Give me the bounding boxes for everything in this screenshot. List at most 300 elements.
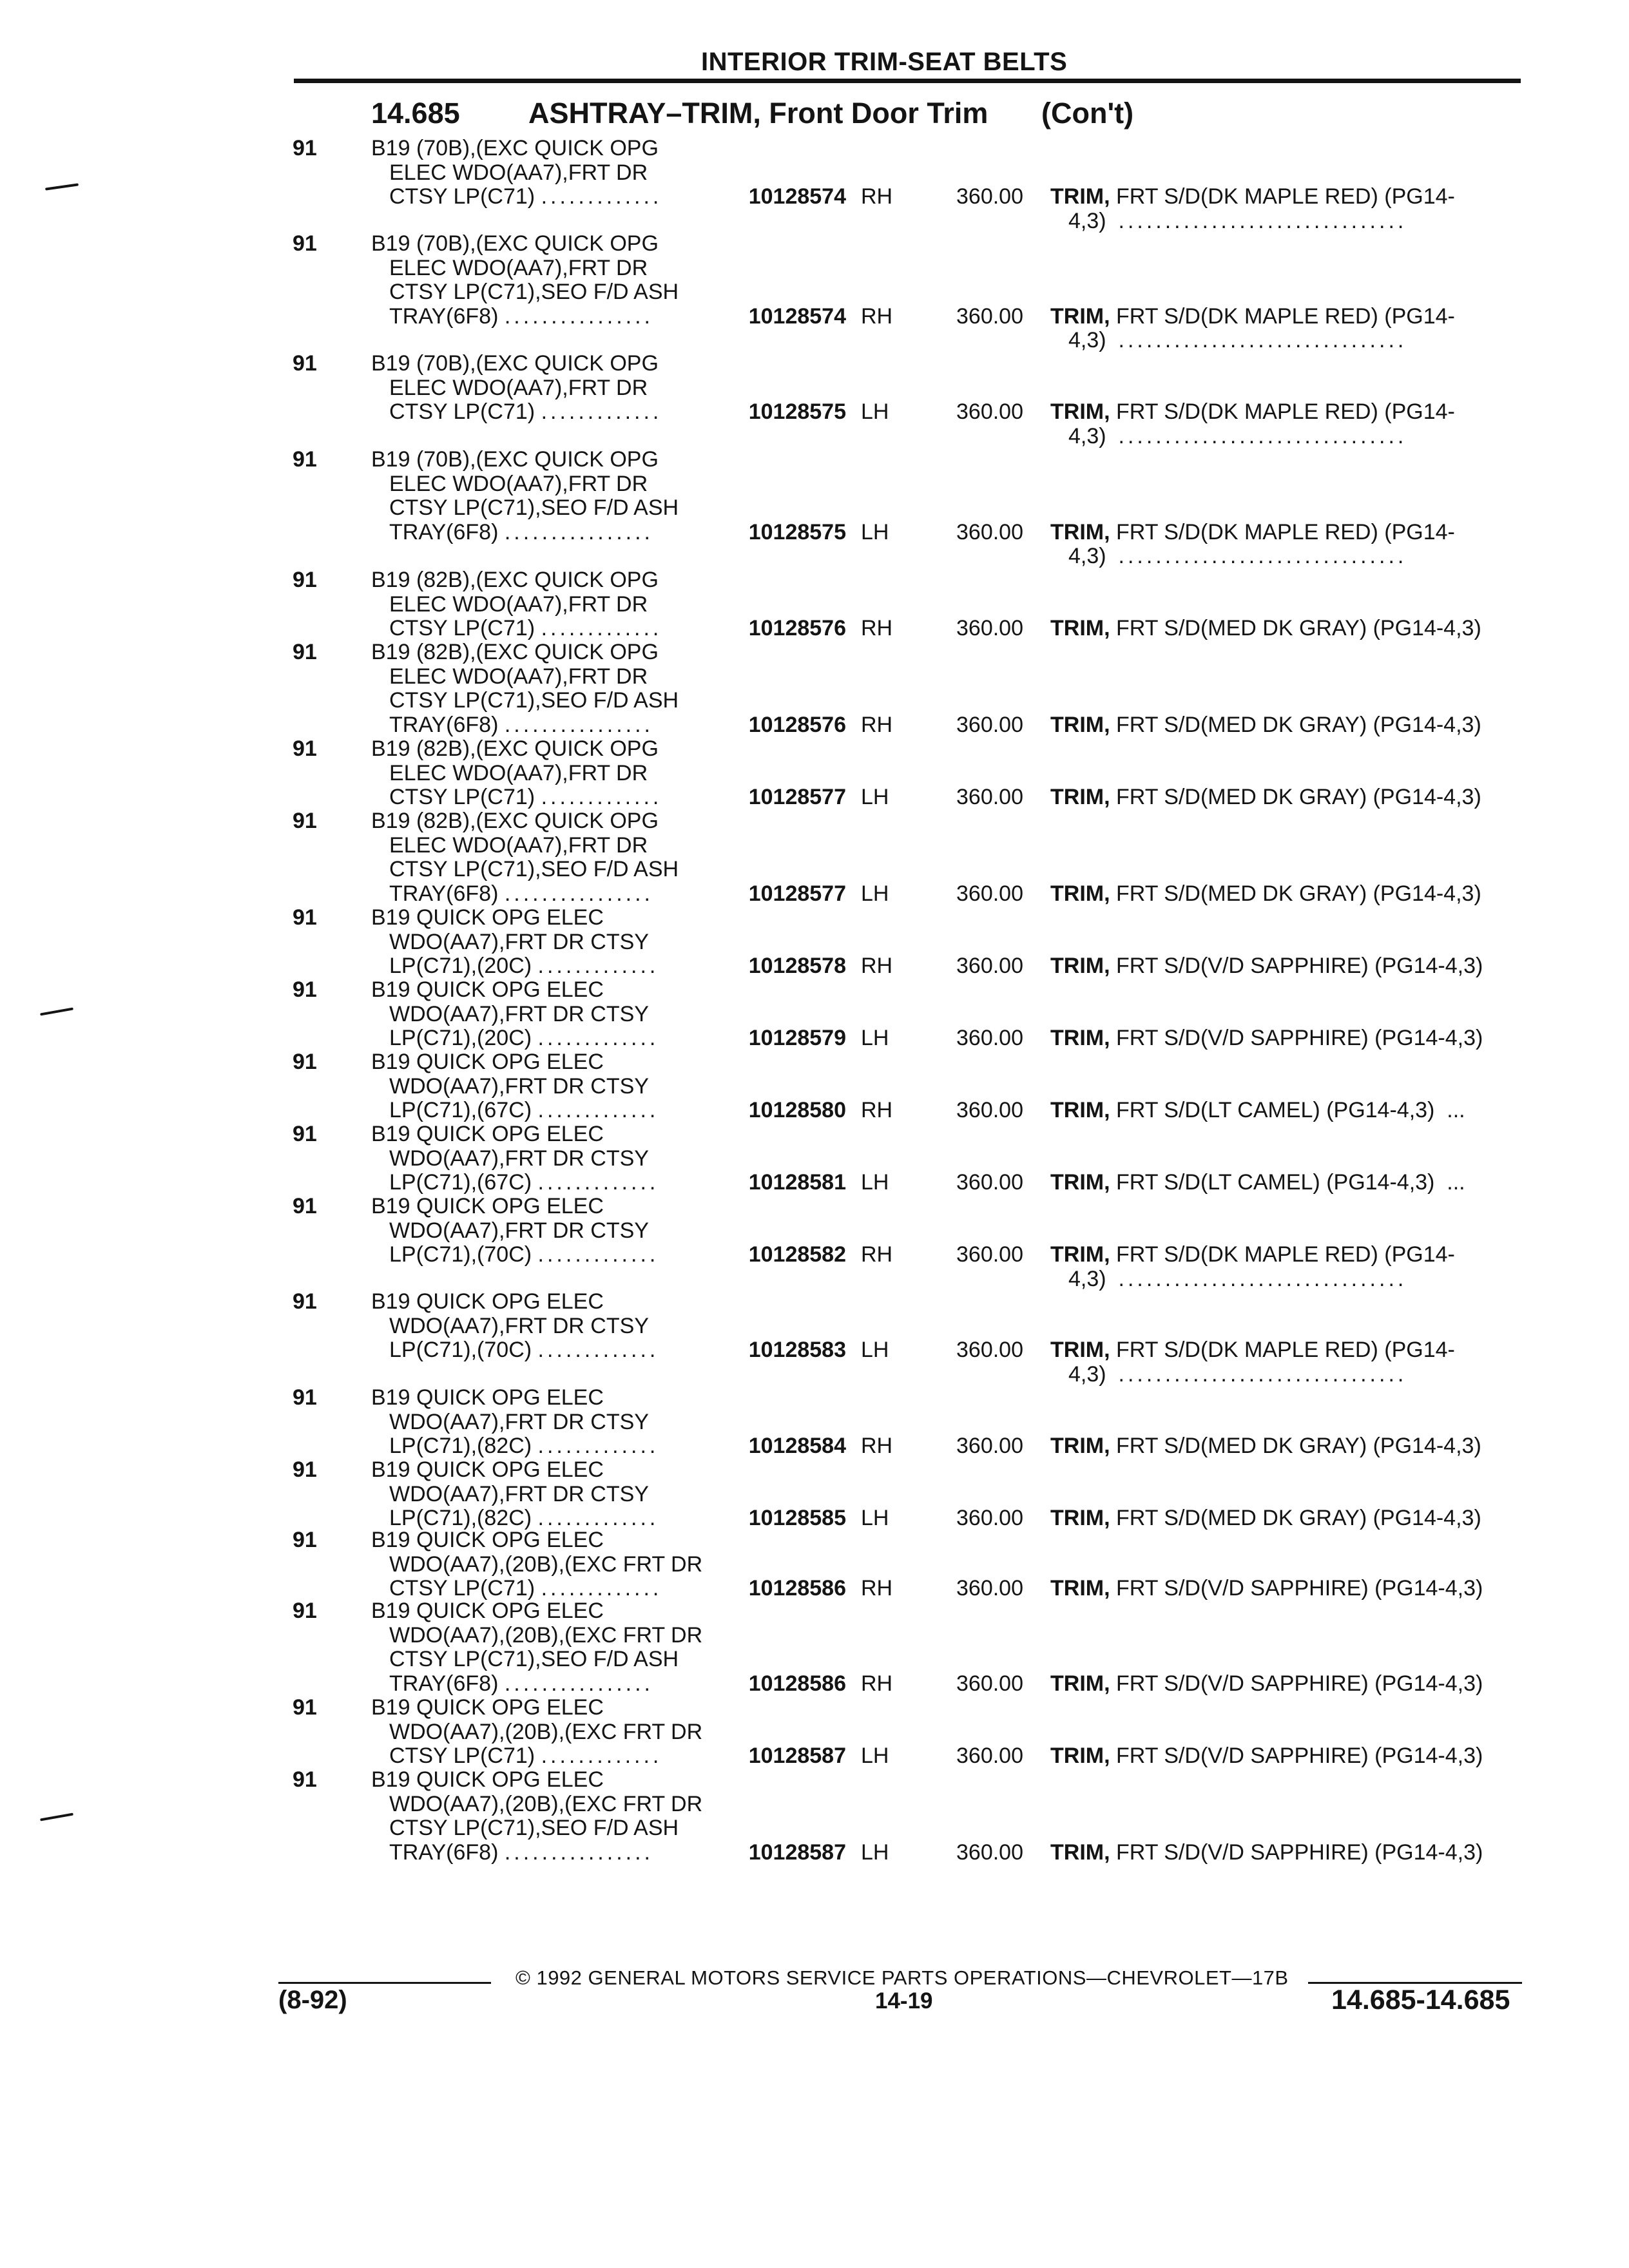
trim-description: [1050, 1434, 1481, 1459]
usage-description: [371, 232, 679, 329]
table-row: [0, 137, 1629, 233]
description-text: B19 (82B),(EXC QUICK OPG: [371, 640, 659, 664]
description-line: [371, 1050, 659, 1075]
model-year: 91: [293, 905, 317, 930]
description-text: B19 (70B),(EXC QUICK OPG: [371, 136, 659, 160]
description-line: [371, 305, 679, 329]
trim-prefix: TRIM,: [1050, 616, 1110, 640]
description-text: WDO(AA7),FRT DR CTSY: [389, 1313, 649, 1338]
usage-description: [371, 1599, 702, 1696]
trim-continuation: [1068, 1267, 1407, 1292]
model-year: 91: [293, 1289, 317, 1314]
part-number: 10128575: [748, 519, 846, 544]
leader-dots: .............: [537, 1098, 659, 1122]
table-row: [0, 448, 1629, 569]
description-text: B19 QUICK OPG ELEC: [371, 1457, 604, 1482]
description-line: [371, 640, 679, 665]
description-text: B19 QUICK OPG ELEC: [371, 977, 604, 1002]
usage-description: [371, 137, 662, 209]
description-line: [371, 137, 662, 161]
description-text: WDO(AA7),(20B),(EXC FRT DR: [389, 1791, 703, 1816]
model-year: 91: [293, 1695, 317, 1720]
model-year: 91: [293, 231, 317, 256]
description-line: [371, 1528, 702, 1553]
side-code: RH: [861, 184, 893, 209]
description-line: [371, 1599, 702, 1624]
side-code: LH: [861, 399, 889, 424]
footer-rule-left: [278, 1982, 491, 1984]
part-number: 10128574: [748, 303, 846, 329]
description-text: CTSY LP(C71),SEO F/D ASH: [389, 1647, 679, 1671]
description-line: [371, 713, 679, 738]
description-text: WDO(AA7),(20B),(EXC FRT DR: [389, 1622, 703, 1648]
description-text: CTSY LP(C71): [389, 399, 535, 424]
description-line: [371, 1434, 659, 1459]
part-number: 10128584: [748, 1434, 846, 1458]
part-number: 10128582: [748, 1242, 846, 1267]
description-text: LP(C71),(67C): [389, 1170, 532, 1195]
trim-description: [1050, 1243, 1455, 1267]
part-number: 10128576: [748, 616, 846, 640]
description-line: [371, 1147, 659, 1171]
quantity-code: 360.00: [956, 785, 1023, 809]
description-text: LP(C71),(82C): [389, 1506, 532, 1530]
table-row: [0, 232, 1629, 353]
description-line: [371, 1195, 659, 1219]
description-text: B19 QUICK OPG ELEC: [371, 1050, 604, 1074]
description-text: B19 QUICK OPG ELEC: [371, 1194, 604, 1218]
trim-prefix: TRIM,: [1050, 1434, 1110, 1458]
side-code: LH: [861, 519, 889, 544]
part-number: 10128583: [748, 1338, 846, 1362]
description-text: LP(C71),(70C): [389, 1338, 532, 1362]
part-number: 10128581: [748, 1170, 846, 1195]
trim-prefix: TRIM,: [1050, 303, 1110, 329]
description-line: [371, 954, 659, 979]
quantity-code: 360.00: [956, 1098, 1023, 1122]
description-line: [371, 809, 679, 834]
trim-text: FRT S/D(V/D SAPPHIRE) (PG14-4,3): [1116, 1744, 1483, 1768]
description-line: [371, 448, 679, 472]
side-code: LH: [861, 1506, 889, 1530]
usage-description: [371, 1528, 702, 1601]
side-code: LH: [861, 785, 889, 809]
description-text: WDO(AA7),(20B),(EXC FRT DR: [389, 1719, 703, 1744]
footer-date-code: (8-92): [278, 1986, 347, 2014]
trim-prefix: TRIM,: [1050, 184, 1110, 209]
description-line: [371, 1075, 659, 1099]
description-line: [371, 1506, 659, 1531]
trim-prefix: TRIM,: [1050, 1671, 1110, 1696]
description-text: TRAY(6F8): [389, 712, 499, 737]
leader-dots: ...............................: [1118, 544, 1407, 568]
description-text: ELEC WDO(AA7),FRT DR: [389, 255, 648, 280]
footer-rule-right: [1308, 1982, 1522, 1984]
leader-dots: .............: [541, 785, 662, 809]
trim-description: [1050, 617, 1481, 641]
description-line: [371, 1410, 659, 1435]
model-year: 91: [293, 136, 317, 160]
description-line: [371, 521, 679, 545]
description-line: [371, 1720, 702, 1745]
description-text: B19 (70B),(EXC QUICK OPG: [371, 351, 659, 376]
description-line: [371, 689, 679, 713]
description-line: [371, 568, 662, 593]
trim-description: [1050, 882, 1481, 907]
usage-description: [371, 352, 662, 425]
description-text: WDO(AA7),FRT DR CTSY: [389, 929, 649, 954]
trim-description: [1050, 785, 1481, 810]
description-line: [371, 1171, 659, 1195]
description-text: LP(C71),(20C): [389, 954, 532, 978]
leader-dots: .............: [537, 954, 659, 978]
quantity-code: 360.00: [956, 1338, 1023, 1362]
description-text: WDO(AA7),FRT DR CTSY: [389, 1146, 649, 1171]
trim-text: FRT S/D(DK MAPLE RED) (PG14-: [1116, 184, 1455, 209]
side-code: LH: [861, 1840, 889, 1865]
trim-description: [1050, 185, 1455, 209]
page-title: INTERIOR TRIM-SEAT BELTS: [701, 48, 1068, 76]
trim-text: FRT S/D(MED DK GRAY) (PG14-4,3): [1116, 881, 1481, 906]
part-number: 10128577: [748, 881, 846, 906]
leader-dots: .............: [541, 1744, 662, 1768]
trim-text: FRT S/D(LT CAMEL) (PG14-4,3) ...: [1116, 1170, 1465, 1195]
leader-dots: ...............................: [1118, 1361, 1407, 1387]
description-text: B19 (82B),(EXC QUICK OPG: [371, 736, 659, 761]
description-text: LP(C71),(70C): [389, 1242, 532, 1267]
description-text: WDO(AA7),FRT DR CTSY: [389, 1001, 649, 1026]
description-text: B19 QUICK OPG ELEC: [371, 1767, 604, 1792]
trim-continuation-text: 4,3): [1068, 423, 1106, 448]
usage-description: [371, 568, 662, 641]
trim-continuation-text: 4,3): [1068, 1361, 1106, 1387]
section-number: 14.685: [371, 97, 460, 130]
quantity-code: 360.00: [956, 1671, 1023, 1696]
description-text: CTSY LP(C71): [389, 616, 535, 640]
description-line: [371, 376, 662, 401]
usage-description: [371, 1696, 702, 1769]
table-row: [0, 1768, 1629, 1889]
description-line: [371, 280, 679, 305]
description-line: [371, 1026, 659, 1051]
part-number: 10128585: [748, 1506, 846, 1530]
description-text: ELEC WDO(AA7),FRT DR: [389, 760, 648, 785]
usage-description: [371, 1290, 659, 1363]
trim-continuation: [1068, 329, 1407, 353]
description-line: [371, 1483, 659, 1507]
trim-description: [1050, 1171, 1465, 1195]
description-text: CTSY LP(C71),SEO F/D ASH: [389, 688, 679, 713]
leader-dots: ...............................: [1118, 423, 1407, 448]
quantity-code: 360.00: [956, 954, 1023, 978]
part-number: 10128574: [748, 184, 846, 209]
trim-description: [1050, 1338, 1455, 1363]
part-number: 10128577: [748, 785, 846, 809]
side-code: RH: [861, 616, 893, 640]
description-text: ELEC WDO(AA7),FRT DR: [389, 471, 648, 496]
trim-prefix: TRIM,: [1050, 954, 1110, 978]
description-text: CTSY LP(C71),SEO F/D ASH: [389, 280, 679, 304]
quantity-code: 360.00: [956, 1026, 1023, 1050]
description-line: [371, 1219, 659, 1244]
quantity-code: 360.00: [956, 1506, 1023, 1530]
trim-continuation: [1068, 1363, 1407, 1387]
trim-text: FRT S/D(V/D SAPPHIRE) (PG14-4,3): [1116, 1671, 1483, 1696]
quantity-code: 360.00: [956, 881, 1023, 906]
trim-prefix: TRIM,: [1050, 1098, 1110, 1122]
trim-description: [1050, 1099, 1465, 1123]
trim-description: [1050, 1744, 1483, 1769]
side-code: LH: [861, 881, 889, 906]
model-year: 91: [293, 1385, 317, 1410]
footer-section-range: 14.685-14.685: [1331, 1984, 1510, 2015]
continued-label: (Con't): [1041, 97, 1134, 130]
quantity-code: 360.00: [956, 1434, 1023, 1458]
description-text: TRAY(6F8): [389, 1840, 499, 1865]
leader-dots: .............: [541, 616, 662, 640]
description-line: [371, 1696, 702, 1720]
description-line: [371, 858, 679, 882]
table-row: [0, 352, 1629, 448]
trim-description: [1050, 1506, 1481, 1531]
model-year: 91: [293, 568, 317, 592]
trim-description: [1050, 400, 1455, 425]
quantity-code: 360.00: [956, 1170, 1023, 1195]
description-text: B19 QUICK OPG ELEC: [371, 905, 604, 930]
leader-dots: .............: [541, 184, 662, 209]
footer-page-number: 14-19: [875, 1988, 933, 2013]
description-line: [371, 930, 659, 955]
usage-description: [371, 906, 659, 979]
model-year: 91: [293, 351, 317, 376]
usage-description: [371, 737, 662, 810]
trim-description: [1050, 1577, 1483, 1601]
model-year: 91: [293, 1457, 317, 1482]
trim-text: FRT S/D(MED DK GRAY) (PG14-4,3): [1116, 616, 1481, 640]
description-line: [371, 617, 662, 641]
description-text: CTSY LP(C71),SEO F/D ASH: [389, 1816, 679, 1840]
description-line: [371, 978, 659, 1003]
description-text: B19 (70B),(EXC QUICK OPG: [371, 447, 659, 472]
description-text: ELEC WDO(AA7),FRT DR: [389, 160, 648, 185]
trim-prefix: TRIM,: [1050, 1506, 1110, 1530]
trim-prefix: TRIM,: [1050, 1026, 1110, 1050]
trim-description: [1050, 1672, 1483, 1696]
trim-description: [1050, 1841, 1483, 1865]
trim-description: [1050, 713, 1481, 738]
side-code: LH: [861, 1026, 889, 1050]
usage-description: [371, 640, 679, 737]
trim-prefix: TRIM,: [1050, 1576, 1110, 1600]
trim-prefix: TRIM,: [1050, 1242, 1110, 1267]
quantity-code: 360.00: [956, 712, 1023, 737]
usage-description: [371, 1122, 659, 1195]
description-text: WDO(AA7),FRT DR CTSY: [389, 1073, 649, 1099]
description-text: ELEC WDO(AA7),FRT DR: [389, 591, 648, 617]
description-line: [371, 762, 662, 786]
usage-description: [371, 448, 679, 544]
usage-description: [371, 1386, 659, 1459]
model-year: 91: [293, 1767, 317, 1792]
trim-continuation-text: 4,3): [1068, 544, 1106, 568]
leader-dots: .............: [537, 1242, 659, 1267]
leader-dots: .............: [541, 399, 662, 424]
description-text: LP(C71),(20C): [389, 1026, 532, 1050]
leader-dots: ................: [504, 519, 653, 544]
trim-prefix: TRIM,: [1050, 519, 1110, 544]
quantity-code: 360.00: [956, 303, 1023, 329]
usage-description: [371, 1768, 702, 1865]
trim-description: [1050, 954, 1483, 979]
description-line: [371, 785, 662, 810]
description-text: LP(C71),(67C): [389, 1098, 532, 1122]
description-text: B19 QUICK OPG ELEC: [371, 1599, 604, 1623]
leader-dots: .............: [537, 1434, 659, 1458]
leader-dots: ................: [504, 881, 653, 906]
description-line: [371, 1648, 702, 1672]
model-year: 91: [293, 736, 317, 761]
model-year: 91: [293, 1122, 317, 1146]
leader-dots: .............: [537, 1338, 659, 1362]
trim-text: FRT S/D(MED DK GRAY) (PG14-4,3): [1116, 1506, 1481, 1530]
model-year: 91: [293, 640, 317, 664]
trim-prefix: TRIM,: [1050, 1840, 1110, 1865]
description-line: [371, 593, 662, 617]
model-year: 91: [293, 977, 317, 1002]
leader-dots: ................: [504, 303, 653, 329]
quantity-code: 360.00: [956, 1242, 1023, 1267]
trim-text: FRT S/D(LT CAMEL) (PG14-4,3) ...: [1116, 1098, 1465, 1122]
usage-description: [371, 1050, 659, 1123]
description-line: [371, 1744, 702, 1769]
description-text: CTSY LP(C71),SEO F/D ASH: [389, 857, 679, 881]
description-text: TRAY(6F8): [389, 881, 499, 906]
side-code: RH: [861, 712, 893, 737]
part-number: 10128575: [748, 399, 846, 424]
part-number: 10128580: [748, 1098, 846, 1122]
model-year: 91: [293, 447, 317, 472]
table-row: [0, 1195, 1629, 1291]
side-code: LH: [861, 1338, 889, 1362]
trim-prefix: TRIM,: [1050, 1744, 1110, 1768]
description-line: [371, 1816, 702, 1841]
description-line: [371, 1003, 659, 1027]
description-line: [371, 185, 662, 209]
description-line: [371, 834, 679, 858]
description-line: [371, 232, 679, 256]
description-line: [371, 1624, 702, 1648]
description-line: [371, 1099, 659, 1123]
title-rule: [294, 79, 1521, 83]
description-line: [371, 400, 662, 425]
trim-description: [1050, 305, 1455, 329]
part-number: 10128576: [748, 712, 846, 737]
trim-description: [1050, 1026, 1483, 1051]
description-line: [371, 665, 679, 689]
trim-text: FRT S/D(V/D SAPPHIRE) (PG14-4,3): [1116, 1576, 1483, 1600]
quantity-code: 360.00: [956, 1840, 1023, 1865]
copyright-notice: © 1992 GENERAL MOTORS SERVICE PARTS OPERATIONS—CHEVROLET—17B: [516, 1966, 1289, 1989]
description-line: [371, 352, 662, 376]
leader-dots: ................: [504, 1840, 653, 1865]
description-text: B19 QUICK OPG ELEC: [371, 1528, 604, 1552]
description-text: CTSY LP(C71): [389, 1744, 535, 1768]
part-number: 10128578: [748, 954, 846, 978]
description-line: [371, 256, 679, 281]
description-line: [371, 1768, 702, 1792]
description-text: ELEC WDO(AA7),FRT DR: [389, 375, 648, 400]
trim-continuation-text: 4,3): [1068, 328, 1106, 352]
part-number: 10128586: [748, 1671, 846, 1696]
description-text: B19 (82B),(EXC QUICK OPG: [371, 568, 659, 592]
leader-dots: ...............................: [1118, 1266, 1407, 1291]
trim-prefix: TRIM,: [1050, 1170, 1110, 1195]
trim-text: FRT S/D(DK MAPLE RED) (PG14-: [1116, 519, 1455, 544]
description-text: WDO(AA7),(20B),(EXC FRT DR: [389, 1552, 703, 1577]
side-code: RH: [861, 1576, 893, 1600]
description-line: [371, 1290, 659, 1314]
description-line: [371, 1577, 702, 1601]
description-line: [371, 1338, 659, 1363]
trim-prefix: TRIM,: [1050, 1338, 1110, 1362]
side-code: LH: [861, 1170, 889, 1195]
trim-text: FRT S/D(MED DK GRAY) (PG14-4,3): [1116, 785, 1481, 809]
usage-description: [371, 1458, 659, 1531]
description-text: TRAY(6F8): [389, 303, 499, 329]
leader-dots: .............: [537, 1026, 659, 1050]
description-text: CTSY LP(C71): [389, 184, 535, 209]
section-name: ASHTRAY–TRIM, Front Door Trim: [528, 97, 988, 130]
description-line: [371, 1122, 659, 1147]
part-number: 10128587: [748, 1840, 846, 1865]
description-line: [371, 1386, 659, 1410]
trim-description: [1050, 521, 1455, 545]
trim-text: FRT S/D(V/D SAPPHIRE) (PG14-4,3): [1116, 1840, 1483, 1865]
usage-description: [371, 978, 659, 1051]
quantity-code: 360.00: [956, 1744, 1023, 1768]
leader-dots: ...............................: [1118, 208, 1407, 233]
side-code: RH: [861, 954, 893, 978]
usage-description: [371, 809, 679, 906]
description-line: [371, 1841, 702, 1865]
description-line: [371, 906, 659, 930]
trim-text: FRT S/D(V/D SAPPHIRE) (PG14-4,3): [1116, 954, 1483, 978]
trim-continuation: [1068, 544, 1407, 569]
description-text: WDO(AA7),FRT DR CTSY: [389, 1409, 649, 1434]
quantity-code: 360.00: [956, 399, 1023, 424]
description-text: B19 QUICK OPG ELEC: [371, 1289, 604, 1314]
description-text: B19 (82B),(EXC QUICK OPG: [371, 809, 659, 833]
description-text: B19 QUICK OPG ELEC: [371, 1122, 604, 1146]
description-line: [371, 1553, 702, 1577]
description-text: WDO(AA7),FRT DR CTSY: [389, 1481, 649, 1506]
description-line: [371, 882, 679, 907]
leader-dots: ...............................: [1118, 328, 1407, 352]
model-year: 91: [293, 1528, 317, 1552]
part-number: 10128587: [748, 1744, 846, 1768]
leader-dots: .............: [537, 1506, 659, 1530]
side-code: RH: [861, 1242, 893, 1267]
side-code: RH: [861, 1098, 893, 1122]
description-line: [371, 1243, 659, 1267]
part-number: 10128579: [748, 1026, 846, 1050]
quantity-code: 360.00: [956, 616, 1023, 640]
trim-text: FRT S/D(MED DK GRAY) (PG14-4,3): [1116, 712, 1481, 737]
model-year: 91: [293, 809, 317, 833]
description-text: CTSY LP(C71): [389, 1576, 535, 1600]
trim-prefix: TRIM,: [1050, 881, 1110, 906]
trim-continuation-text: 4,3): [1068, 208, 1106, 233]
